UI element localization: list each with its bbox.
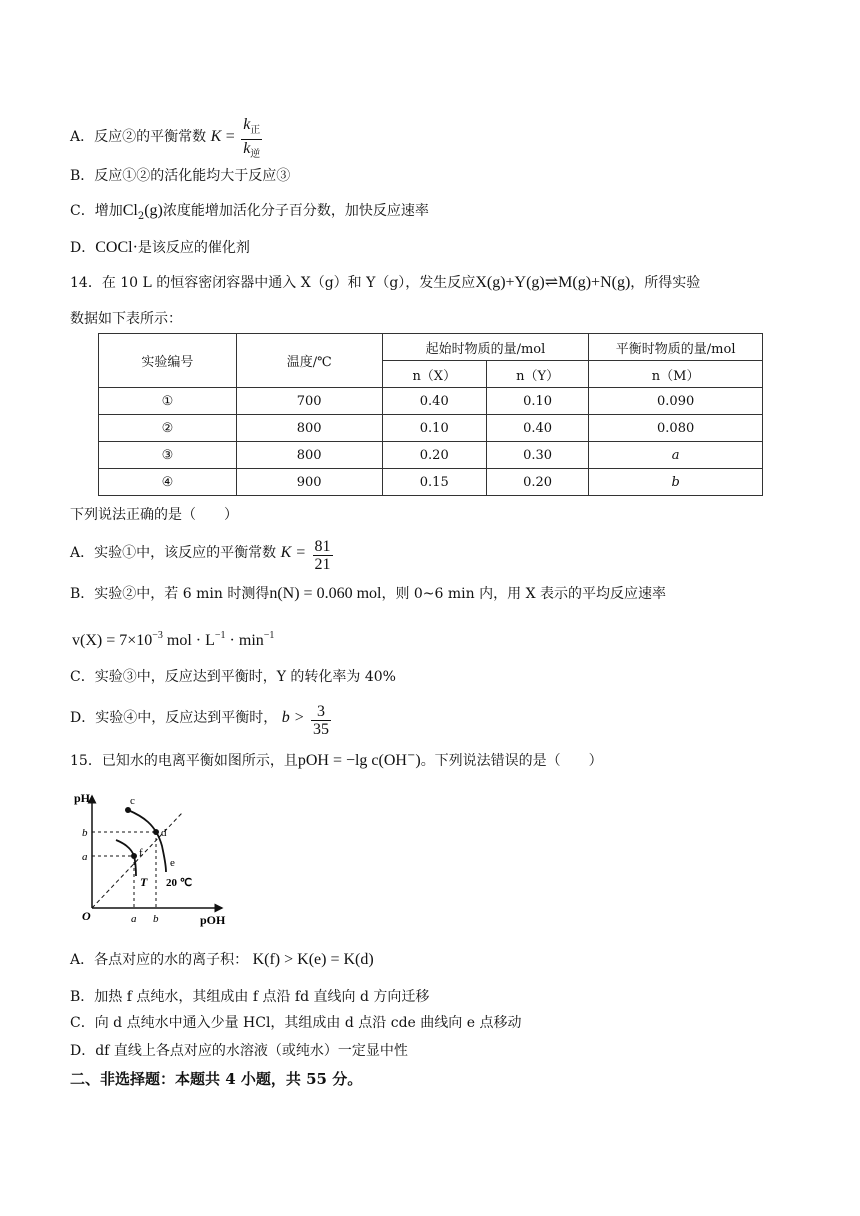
cell: 0.40 xyxy=(486,415,588,442)
cell: 0.30 xyxy=(486,442,588,469)
numerator: 3 xyxy=(311,703,331,721)
q15-option-a xyxy=(70,950,374,970)
q14-stem-end: ，所得实验 xyxy=(630,275,701,291)
cell: 0.10 xyxy=(382,415,486,442)
poh-close: ) xyxy=(415,752,421,769)
cl2-species: Cl xyxy=(122,202,138,219)
cell: 0.080 xyxy=(589,415,763,442)
q14-option-a-text: A．实验①中，该反应的平衡常数 xyxy=(70,545,277,561)
label-tick-b-x: b xyxy=(153,913,159,925)
cell: 0.20 xyxy=(382,442,486,469)
cell: 0.10 xyxy=(486,388,588,415)
q13-option-d-post: 是该反应的催化剂 xyxy=(137,240,250,256)
header-eq: 平衡时物质的量/mol xyxy=(589,334,763,361)
label-T: T xyxy=(140,875,148,889)
label-point-f: f xyxy=(139,847,143,859)
n-n-expression: n(N) = 0.060 mol xyxy=(269,585,382,602)
q14-option-b-rate xyxy=(72,626,274,651)
label-point-e: e xyxy=(170,857,175,869)
point-f xyxy=(131,853,137,859)
q14-option-d-pre: D．实验④中，反应达到平衡时， xyxy=(70,710,278,726)
cell: a xyxy=(589,442,763,469)
rate-unit-exponent: −1 xyxy=(214,630,226,641)
q13-option-c-pre: C．增加 xyxy=(70,203,123,219)
symbol-b: b > xyxy=(281,709,305,726)
q14-stem-text: 14．在 10 L 的恒容密闭容器中通入 X（g）和 Y（g），发生反应 xyxy=(70,275,476,291)
label-pH: pH xyxy=(74,791,91,805)
q14-option-b-post: ，则 0~6 min 内，用 X 表示的平均反应速率 xyxy=(381,586,666,602)
q13-option-c-post: 浓度能增加活化分子百分数，加快反应速率 xyxy=(162,203,429,219)
cell: 800 xyxy=(236,442,382,469)
q14-stem-line2: 数据如下表所示： xyxy=(70,311,182,327)
q13-option-c xyxy=(70,201,429,227)
q15-option-d: D．df 直线上各点对应的水溶液（或纯水）一定显中性 xyxy=(70,1043,408,1059)
header-temp: 温度/℃ xyxy=(236,334,382,388)
label-tick-a-y: a xyxy=(82,851,88,863)
label-origin: O xyxy=(82,909,91,923)
k-reverse: k xyxy=(243,140,251,157)
label-point-c: c xyxy=(130,795,135,807)
rate-unit-min-exponent: −1 xyxy=(263,630,275,641)
q13-option-d xyxy=(70,238,250,258)
water-ionization-graph xyxy=(72,788,262,928)
q15-stem-pre: 15．已知水的电离平衡如图所示，且 xyxy=(70,753,298,769)
q14-option-c: C．实验③中，反应达到平衡时，Y 的转化率为 40% xyxy=(70,669,396,685)
symbol-K: K = xyxy=(280,544,307,561)
point-c xyxy=(125,807,131,813)
q13-option-a-text: A．反应②的平衡常数 xyxy=(70,129,207,145)
table-row xyxy=(99,388,763,415)
cell: 800 xyxy=(236,415,382,442)
label-20c: 20 ℃ xyxy=(166,877,193,889)
poh-definition: pOH = −lg c(OH xyxy=(297,752,407,769)
table-row xyxy=(99,442,763,469)
q14-stem-line1 xyxy=(70,273,700,293)
rate-expression: v(X) = 7×10 xyxy=(72,632,153,649)
rate-exponent: −3 xyxy=(152,630,163,641)
sub-reverse: 逆 xyxy=(250,149,261,160)
label-tick-a-x: a xyxy=(131,913,137,925)
cell: 0.090 xyxy=(589,388,763,415)
cell: b xyxy=(589,469,763,496)
q15-stem-post: 。下列说法错误的是（ ） xyxy=(420,753,603,769)
header-start: 起始时物质的量/mol xyxy=(382,334,589,361)
q13-option-b: B．反应①②的活化能均大于反应③ xyxy=(70,168,291,184)
cl2-state: (g) xyxy=(144,202,163,219)
q15-stem xyxy=(70,746,603,771)
cell: 900 xyxy=(236,469,382,496)
denominator: 21 xyxy=(314,556,331,573)
cocl-species: COCl· xyxy=(95,239,138,256)
table-row xyxy=(99,415,763,442)
q14-data-table xyxy=(98,333,763,496)
sub-forward: 正 xyxy=(250,125,261,136)
q14-reaction: X(g)+Y(g)⇌M(g)+N(g) xyxy=(475,274,631,291)
table-header-row xyxy=(99,334,763,361)
cl2-sub: 2 xyxy=(137,211,145,222)
table-row xyxy=(99,469,763,496)
cell: ④ xyxy=(99,469,237,496)
q14-question: 下列说法正确的是（ ） xyxy=(70,507,238,523)
header-nm: n（M） xyxy=(589,361,763,388)
fraction-k-ratio xyxy=(241,116,262,163)
q14-option-d xyxy=(70,703,333,738)
q14-option-b-pre: B．实验②中，若 6 min 时测得 xyxy=(70,586,270,602)
kw-comparison: K(f) > K(e) = K(d) xyxy=(252,951,374,968)
equals-sign: = xyxy=(225,128,235,145)
cell: 0.15 xyxy=(382,469,486,496)
fraction-3-35 xyxy=(311,703,331,738)
q15-option-b: B．加热 f 点纯水，其组成由 f 点沿 fd 直线向 d 方向迁移 xyxy=(70,989,430,1005)
cell: ② xyxy=(99,415,237,442)
oh-charge: − xyxy=(406,750,416,761)
cell: 700 xyxy=(236,388,382,415)
q13-option-d-pre: D． xyxy=(70,240,96,256)
label-pOH: pOH xyxy=(200,913,226,927)
k-forward: k xyxy=(243,116,251,133)
denominator: 35 xyxy=(312,721,329,738)
label-point-d: d xyxy=(161,827,167,839)
rate-unit-min: · min xyxy=(229,632,264,649)
cell: ③ xyxy=(99,442,237,469)
q14-option-a xyxy=(70,538,335,573)
diagonal-line xyxy=(92,813,182,908)
cell: ① xyxy=(99,388,237,415)
q15-option-a-pre: A．各点对应的水的离子积： xyxy=(70,952,249,968)
q15-option-c: C．向 d 点纯水中通入少量 HCl，其组成由 d 点沿 cde 曲线向 e 点移动 xyxy=(70,1015,522,1031)
cell: 0.40 xyxy=(382,388,486,415)
header-nx: n（X） xyxy=(382,361,486,388)
numerator: 81 xyxy=(314,538,331,555)
q14-option-b xyxy=(70,584,666,604)
fraction-81-21 xyxy=(313,538,333,573)
label-tick-b-y: b xyxy=(82,827,88,839)
section-2-heading: 二、非选择题：本题共 4 小题，共 55 分。 xyxy=(70,1070,363,1088)
rate-unit: mol · L xyxy=(166,632,215,649)
header-id: 实验编号 xyxy=(99,334,237,388)
cell: 0.20 xyxy=(486,469,588,496)
q13-option-a xyxy=(70,116,264,163)
symbol-K: K xyxy=(210,128,222,145)
point-d xyxy=(153,829,159,835)
header-ny: n（Y） xyxy=(486,361,588,388)
